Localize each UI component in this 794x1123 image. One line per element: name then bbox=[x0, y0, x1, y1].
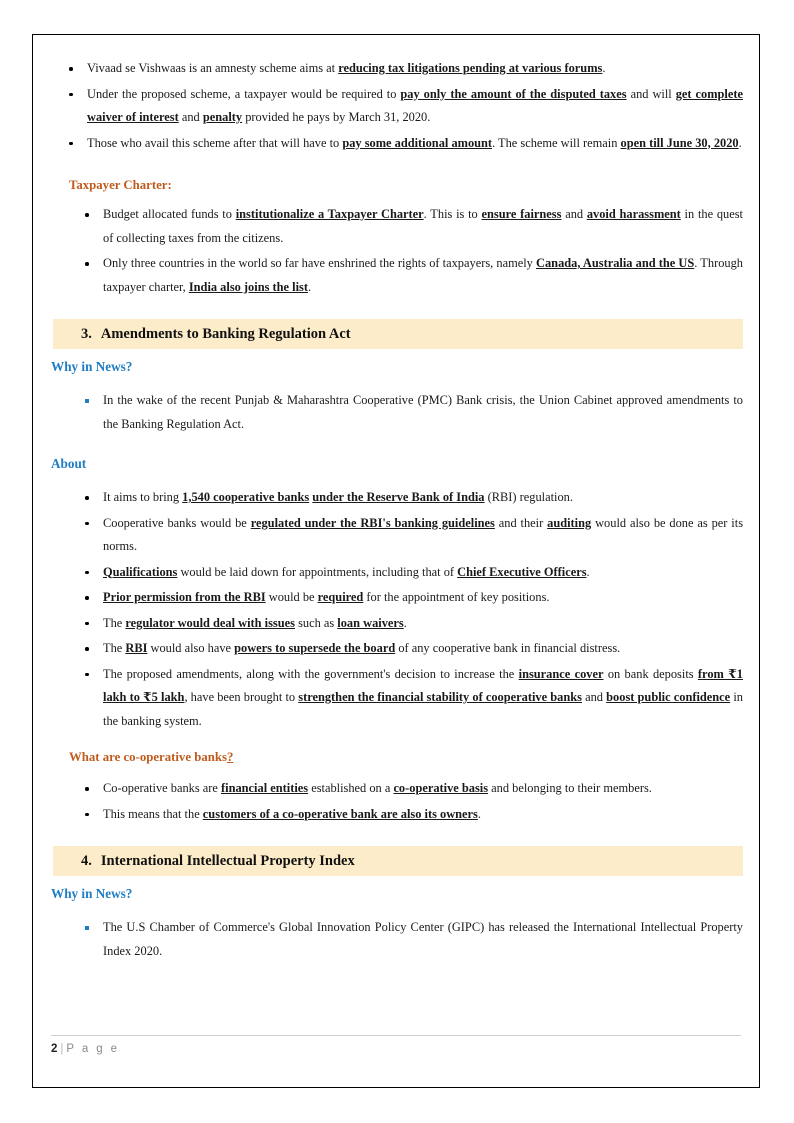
emphasis-text: auditing bbox=[547, 515, 592, 530]
list-item bbox=[51, 803, 743, 827]
spacer-before-section-4 bbox=[51, 828, 743, 846]
list-item bbox=[51, 777, 743, 801]
list-item bbox=[51, 612, 743, 636]
footer-page-word: P a g e bbox=[66, 1043, 120, 1055]
section-3-title: Amendments to Banking Regulation Act bbox=[100, 325, 351, 342]
vivaad-se-vishwaas-bullet-list bbox=[51, 57, 743, 155]
emphasis-text: 1,540 cooperative banks bbox=[182, 490, 310, 504]
list-item bbox=[51, 586, 743, 610]
emphasis-text: penalty bbox=[202, 110, 243, 124]
footer-page-number: 2 bbox=[51, 1043, 58, 1055]
body-text: It aims to bring bbox=[103, 490, 183, 504]
section-4-title: International Intellectual Property Index bbox=[100, 852, 355, 869]
body-text: The proposed amendments, along with the government's decision to increase the bbox=[103, 666, 519, 681]
taxpayer-charter-heading: Taxpayer Charter: bbox=[69, 178, 172, 192]
emphasis-text: financial entities bbox=[221, 781, 309, 795]
list-item bbox=[51, 389, 743, 436]
page-footer bbox=[51, 1035, 741, 1055]
list-item bbox=[51, 637, 743, 661]
emphasis-text: under the Reserve Bank of India bbox=[312, 490, 485, 504]
body-text: and bbox=[581, 690, 607, 704]
body-text: Budget allocated funds to bbox=[103, 207, 236, 221]
emphasis-text: co-operative basis bbox=[393, 781, 489, 795]
list-item bbox=[51, 663, 743, 734]
emphasis-text: powers to supersede the board bbox=[234, 641, 396, 655]
body-text: of any cooperative bank in financial distress. bbox=[395, 641, 621, 655]
body-text: and bbox=[561, 207, 587, 221]
spacer-before-coop-heading bbox=[51, 735, 743, 747]
coop-heading-question-mark: ? bbox=[226, 750, 234, 764]
section-3-number: 3. bbox=[81, 325, 92, 342]
spacer-before-about-heading bbox=[51, 438, 743, 454]
emphasis-text: Qualifications bbox=[103, 564, 178, 579]
list-item bbox=[51, 512, 743, 559]
body-text: Vivaad se Vishwaas is an amnesty scheme aims at bbox=[87, 61, 339, 75]
emphasis-text: Prior permission from the RBI bbox=[103, 590, 266, 604]
emphasis-text: open till June 30, 2020 bbox=[620, 135, 739, 150]
section-3-heading-band bbox=[53, 319, 743, 349]
top-spacer bbox=[51, 35, 743, 57]
section-4-heading-band bbox=[53, 846, 743, 876]
emphasis-text: pay some additional amount bbox=[342, 135, 493, 150]
body-text: . Through taxpayer charter, bbox=[103, 256, 743, 294]
body-text: Cooperative banks would be bbox=[103, 515, 251, 530]
body-text: Co-operative banks are bbox=[103, 781, 222, 795]
list-item bbox=[51, 83, 743, 130]
body-text: and belonging to their members. bbox=[488, 781, 652, 795]
spacer-after-section-3-band bbox=[51, 349, 743, 357]
body-text: and will bbox=[626, 86, 676, 101]
spacer-before-taxpayer-charter bbox=[51, 157, 743, 175]
spacer-after-coop-heading bbox=[51, 767, 743, 777]
body-text: This means that the bbox=[103, 806, 203, 821]
emphasis-text: avoid harassment bbox=[586, 207, 681, 221]
emphasis-text: get complete waiver of interest bbox=[87, 86, 743, 124]
emphasis-text: loan waivers bbox=[337, 615, 404, 630]
footer-separator: | bbox=[60, 1043, 64, 1055]
emphasis-text: institutionalize a Taxpayer Charter bbox=[235, 207, 424, 221]
body-text: Only three countries in the world so far have enshrined the rights of taxpayers, namely bbox=[103, 256, 537, 270]
what-are-cooperative-banks-heading bbox=[51, 747, 743, 767]
list-item bbox=[51, 132, 743, 156]
body-text: would also have bbox=[147, 641, 235, 655]
list-item bbox=[51, 252, 743, 299]
taxpayer-charter-bullet-list bbox=[51, 203, 743, 299]
emphasis-text: India also joins the list bbox=[188, 279, 308, 294]
section-3-about-heading: About bbox=[51, 456, 87, 471]
list-item bbox=[51, 916, 743, 963]
emphasis-text: strengthen the financial stability of cooperative banks bbox=[298, 690, 582, 704]
body-text: , have been brought to bbox=[184, 690, 299, 704]
footer-text bbox=[51, 1036, 741, 1055]
body-text: . bbox=[403, 615, 407, 630]
body-text: The U.S Chamber of Commerce's Global Innovation Policy Center (GIPC) has released the International Intellectual Property Index 2020. bbox=[103, 920, 743, 958]
section-4-why-in-news-bullet-list bbox=[51, 916, 743, 963]
body-text: such as bbox=[294, 615, 338, 630]
list-item bbox=[51, 561, 743, 585]
emphasis-text: pay only the amount of the disputed taxes bbox=[400, 86, 627, 101]
list-item bbox=[51, 486, 743, 510]
emphasis-text: Chief Executive Officers bbox=[457, 564, 587, 579]
body-text: . This is to bbox=[423, 207, 482, 221]
body-text: . bbox=[307, 279, 312, 294]
emphasis-text: boost public confidence bbox=[606, 690, 731, 704]
emphasis-text: regulator would deal with issues bbox=[125, 615, 295, 630]
cooperative-banks-bullet-list bbox=[51, 777, 743, 826]
spacer-after-about-heading bbox=[51, 474, 743, 486]
emphasis-text: Canada, Australia and the US bbox=[536, 256, 695, 270]
body-text: in the quest of collecting taxes from the citizens. bbox=[103, 207, 743, 245]
section-4-why-in-news-heading: Why in News? bbox=[51, 886, 133, 901]
body-text: (RBI) regulation. bbox=[484, 490, 573, 504]
emphasis-text: reducing tax litigations pending at various forums bbox=[338, 61, 603, 75]
section-3-about-bullet-list bbox=[51, 486, 743, 733]
body-text: Under the proposed scheme, a taxpayer would be required to bbox=[87, 86, 401, 101]
body-text: and bbox=[178, 110, 203, 124]
body-text: Those who avail this scheme after that will have to bbox=[87, 135, 343, 150]
body-text: . bbox=[586, 564, 590, 579]
spacer-after-taxpayer-charter-heading bbox=[51, 195, 743, 203]
document-page bbox=[32, 34, 760, 1088]
body-text: would also be done as per its norms. bbox=[103, 515, 744, 553]
section-3-why-in-news-heading: Why in News? bbox=[51, 359, 133, 374]
body-text: and their bbox=[494, 515, 548, 530]
body-text: on bank deposits bbox=[603, 666, 698, 681]
list-item bbox=[51, 203, 743, 250]
body-text: In the wake of the recent Punjab & Maharashtra Cooperative (PMC) Bank crisis, the Union Cabinet approved amendments to the Banking Regulation Act. bbox=[103, 393, 743, 431]
spacer-before-section-3 bbox=[51, 301, 743, 319]
emphasis-text: ensure fairness bbox=[481, 207, 562, 221]
body-text: . bbox=[602, 61, 606, 75]
body-text: in the banking system. bbox=[103, 690, 743, 728]
body-text: would be bbox=[265, 590, 318, 604]
emphasis-text: RBI bbox=[125, 641, 148, 655]
page-content bbox=[51, 35, 743, 965]
body-text: provided he pays by March 31, 2020. bbox=[242, 110, 431, 124]
spacer-after-section-4-band bbox=[51, 876, 743, 884]
emphasis-text: insurance cover bbox=[518, 666, 604, 681]
body-text: . bbox=[477, 806, 481, 821]
body-text: . bbox=[738, 135, 742, 150]
spacer-after-section-4-why-heading bbox=[51, 904, 743, 916]
coop-heading-text: What are co-operative banks bbox=[69, 750, 227, 764]
emphasis-text: regulated under the RBI's banking guidelines bbox=[250, 515, 495, 530]
emphasis-text: from ₹1 lakh to ₹5 lakh bbox=[103, 666, 743, 704]
section-3-why-in-news-bullet-list bbox=[51, 389, 743, 436]
body-text: . The scheme will remain bbox=[492, 135, 621, 150]
emphasis-text: required bbox=[317, 590, 364, 604]
spacer-after-section-3-why-heading bbox=[51, 377, 743, 389]
section-4-number: 4. bbox=[81, 852, 92, 869]
list-item bbox=[51, 57, 743, 81]
body-text: The bbox=[103, 615, 126, 630]
body-text: for the appointment of key positions. bbox=[363, 590, 550, 604]
emphasis-text: customers of a co-operative bank are also its owners bbox=[202, 806, 478, 821]
body-text: established on a bbox=[308, 781, 394, 795]
body-text: The bbox=[103, 641, 126, 655]
body-text: would be laid down for appointments, including that of bbox=[177, 564, 458, 579]
